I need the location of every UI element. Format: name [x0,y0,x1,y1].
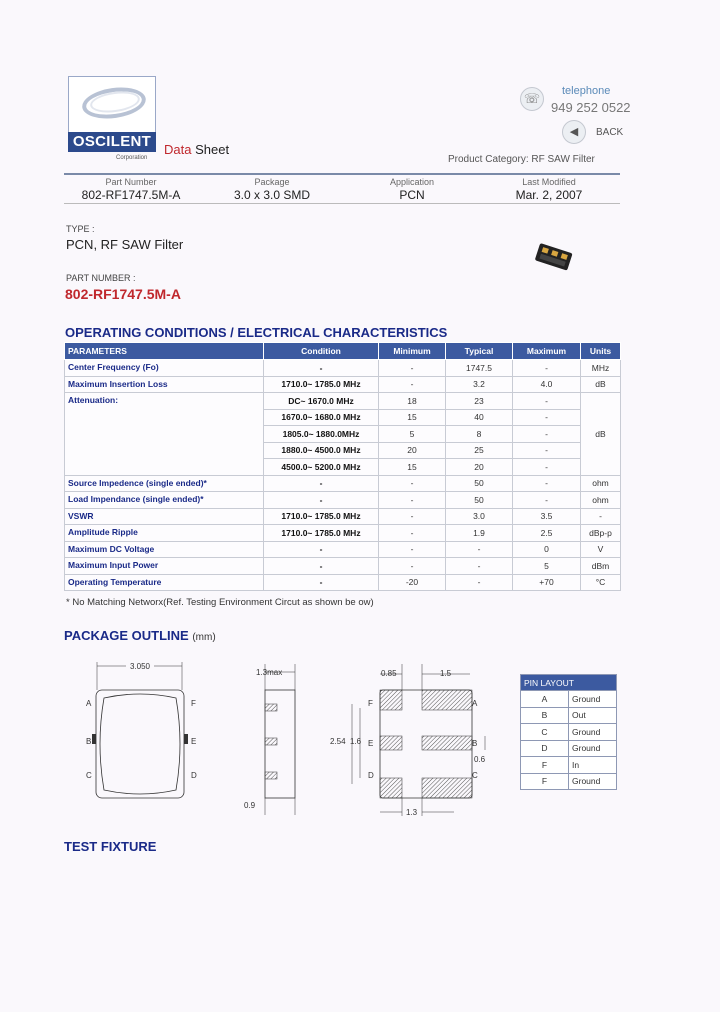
pad-label-d: D [191,771,197,780]
unit-cell: MHz [581,360,621,377]
section-package-heading [64,628,216,643]
unit-cell: dBm [581,558,621,575]
bottom-pad-a: A [472,699,478,708]
bottom-pad-d: D [368,771,374,780]
part-info-value: Mar. 2, 2007 [515,188,583,202]
max-cell: 4.0 [513,376,581,393]
max-cell: - [513,360,581,377]
max-cell: - [513,426,581,443]
dim-side-height: 1.3max [256,668,283,677]
column-header: Typical [446,343,513,360]
typ-cell: - [446,558,513,575]
column-header: Minimum [379,343,446,360]
table-row [65,541,621,558]
logo-text: OSCILENT [68,132,156,152]
bottom-pad-f: F [368,699,373,708]
dim-pad-width: 0.85 [381,669,397,678]
min-cell: - [379,541,446,558]
package-heading-text: PACKAGE OUTLINE [64,628,189,643]
part-info-value: PCN [399,188,425,202]
pad-label-b: B [86,737,92,746]
min-cell: 20 [379,442,446,459]
part-info-header: Last Modified [522,177,576,187]
electrical-characteristics-table [64,342,621,591]
type-label: TYPE : [66,224,95,234]
part-number-label: PART NUMBER : [66,273,136,283]
part-info-col-modified [494,175,604,202]
table-row [521,707,617,724]
part-info-value: 802-RF1747.5M-A [81,188,181,202]
max-cell: - [513,442,581,459]
condition-cell: - [264,574,379,591]
param-cell: VSWR [65,508,264,525]
column-header: Condition [264,343,379,360]
condition-cell: 1710.0~ 1785.0 MHz [264,508,379,525]
bottom-pad-e: E [368,739,374,748]
param-cell: Maximum Input Power [65,558,264,575]
min-cell: 18 [379,393,446,410]
condition-cell: DC~ 1670.0 MHz [264,393,379,410]
pin-layout-table [520,674,617,790]
min-cell: 5 [379,426,446,443]
max-cell: - [513,475,581,492]
column-header: Maximum [513,343,581,360]
condition-cell: - [264,558,379,575]
max-cell: - [513,459,581,476]
part-info-header: Part Number [105,177,157,187]
typ-cell: 20 [446,459,513,476]
part-info-col-application [354,175,470,202]
param-cell: Attenuation: [65,393,264,476]
unit-cell: ohm [581,492,621,509]
typ-cell: 25 [446,442,513,459]
table-row [65,475,621,492]
column-header: Units [581,343,621,360]
typ-cell: 40 [446,409,513,426]
table-row [65,574,621,591]
max-cell: - [513,393,581,410]
pad-label-e: E [191,737,197,746]
condition-cell: - [264,541,379,558]
typ-cell: 50 [446,492,513,509]
pad-label-f: F [191,699,196,708]
dim-height-1: 2.54 [330,737,346,746]
part-info-header: Package [254,177,290,187]
typ-cell: - [446,574,513,591]
column-header: PARAMETERS [65,343,264,360]
unit-cell: V [581,541,621,558]
max-cell: 0 [513,541,581,558]
condition-cell: - [264,492,379,509]
min-cell: 15 [379,409,446,426]
typ-cell: - [446,541,513,558]
typ-cell: 23 [446,393,513,410]
table-row [521,724,617,741]
dim-height-2: 1.6 [350,737,362,746]
typ-cell: 8 [446,426,513,443]
unit-cell: °C [581,574,621,591]
table-header-row [65,343,621,360]
table-row [65,525,621,542]
condition-cell: - [264,360,379,377]
part-info-value: 3.0 x 3.0 SMD [233,188,311,202]
param-cell: Source Impedence (single ended)* [65,475,264,492]
part-number-value: 802-RF1747.5M-A [65,286,181,302]
table-row [521,691,617,708]
bottom-view [330,664,486,817]
title-sheet: Sheet [195,142,230,157]
min-cell: - [379,376,446,393]
min-cell: - [379,475,446,492]
min-cell: - [379,558,446,575]
min-cell: 15 [379,459,446,476]
max-cell: +70 [513,574,581,591]
condition-cell: 1710.0~ 1785.0 MHz [264,525,379,542]
condition-cell: 1710.0~ 1785.0 MHz [264,376,379,393]
max-cell: - [513,409,581,426]
typ-cell: 3.0 [446,508,513,525]
table-row [65,360,621,377]
product-photo [526,242,582,276]
dim-top-width: 3.050 [129,662,151,671]
part-info-table [64,173,620,204]
page-title [164,142,229,157]
pin-letter: A [521,691,569,708]
bottom-pad-b: B [472,739,478,748]
table-row [65,393,621,410]
pin-layout-title: PIN LAYOUT [521,675,617,691]
unit-cell: dB [581,376,621,393]
pin-letter: C [521,724,569,741]
pin-function: Out [569,707,617,724]
typ-cell: 3.2 [446,376,513,393]
param-cell: Maximum DC Voltage [65,541,264,558]
telephone-number[interactable]: 949 252 0522 [551,100,631,115]
typ-cell: 1.9 [446,525,513,542]
condition-cell: - [264,475,379,492]
telephone-label: telephone [562,85,611,97]
min-cell: - [379,525,446,542]
section-operating-heading: OPERATING CONDITIONS / ELECTRICAL CHARACTERISTICS [65,325,448,340]
min-cell: -20 [379,574,446,591]
title-data: Data [164,142,192,157]
param-cell: Operating Temperature [65,574,264,591]
min-cell: - [379,508,446,525]
pad-label-c: C [86,771,92,780]
pin-function: Ground [569,691,617,708]
dim-bottom-width: 1.3 [406,808,418,817]
top-view [86,660,197,798]
min-cell: - [379,360,446,377]
back-icon[interactable]: ◀ [562,120,586,144]
unit-cell: ohm [581,475,621,492]
dim-side-bottom: 0.9 [244,801,256,810]
pin-letter: D [521,740,569,757]
typ-cell: 1747.5 [446,360,513,377]
pin-function: Ground [569,724,617,741]
pin-function: Ground [569,740,617,757]
product-category: Product Category: RF SAW Filter [448,154,595,165]
max-cell: 3.5 [513,508,581,525]
pin-letter: F [521,757,569,774]
table-row [521,757,617,774]
part-info-header: Application [389,177,435,187]
pin-letter: F [521,773,569,790]
table-row [65,508,621,525]
table-row [521,740,617,757]
max-cell: 2.5 [513,525,581,542]
condition-cell: 1880.0~ 4500.0 MHz [264,442,379,459]
dim-pad-gap: 1.5 [440,669,452,678]
condition-cell: 1805.0~ 1880.0MHz [264,426,379,443]
max-cell: - [513,492,581,509]
param-cell: Load Impendance (single ended)* [65,492,264,509]
min-cell: - [379,492,446,509]
typ-cell: 50 [446,475,513,492]
part-info-col-part [64,175,198,202]
unit-cell: - [581,508,621,525]
max-cell: 5 [513,558,581,575]
bottom-pad-c: C [472,771,478,780]
package-outline-drawing [60,650,520,820]
package-unit: (mm) [192,632,216,643]
condition-cell: 1670.0~ 1680.0 MHz [264,409,379,426]
phone-icon[interactable]: ☏ [520,87,544,111]
pin-function: In [569,757,617,774]
unit-cell: dB [581,393,621,476]
param-cell: Amplitude Ripple [65,525,264,542]
table-row [65,376,621,393]
section-test-fixture-heading: TEST FIXTURE [64,839,157,854]
part-info-col-package [214,175,330,202]
param-cell: Center Frequency (Fo) [65,360,264,377]
table-row [521,773,617,790]
table-row [65,558,621,575]
back-link[interactable]: BACK [596,127,624,138]
side-view [244,664,295,815]
dim-pad-height: 0.6 [474,755,486,764]
logo-subtitle: Corporation [116,155,148,161]
param-cell: Maximum Insertion Loss [65,376,264,393]
unit-cell: dBp-p [581,525,621,542]
type-value: PCN, RF SAW Filter [66,237,184,252]
pin-function: Ground [569,773,617,790]
table-row [65,492,621,509]
pad-label-a: A [86,699,92,708]
condition-cell: 4500.0~ 5200.0 MHz [264,459,379,476]
pin-letter: B [521,707,569,724]
footnote: * No Matching Networx(Ref. Testing Environment Circut as shown be ow) [66,597,374,608]
